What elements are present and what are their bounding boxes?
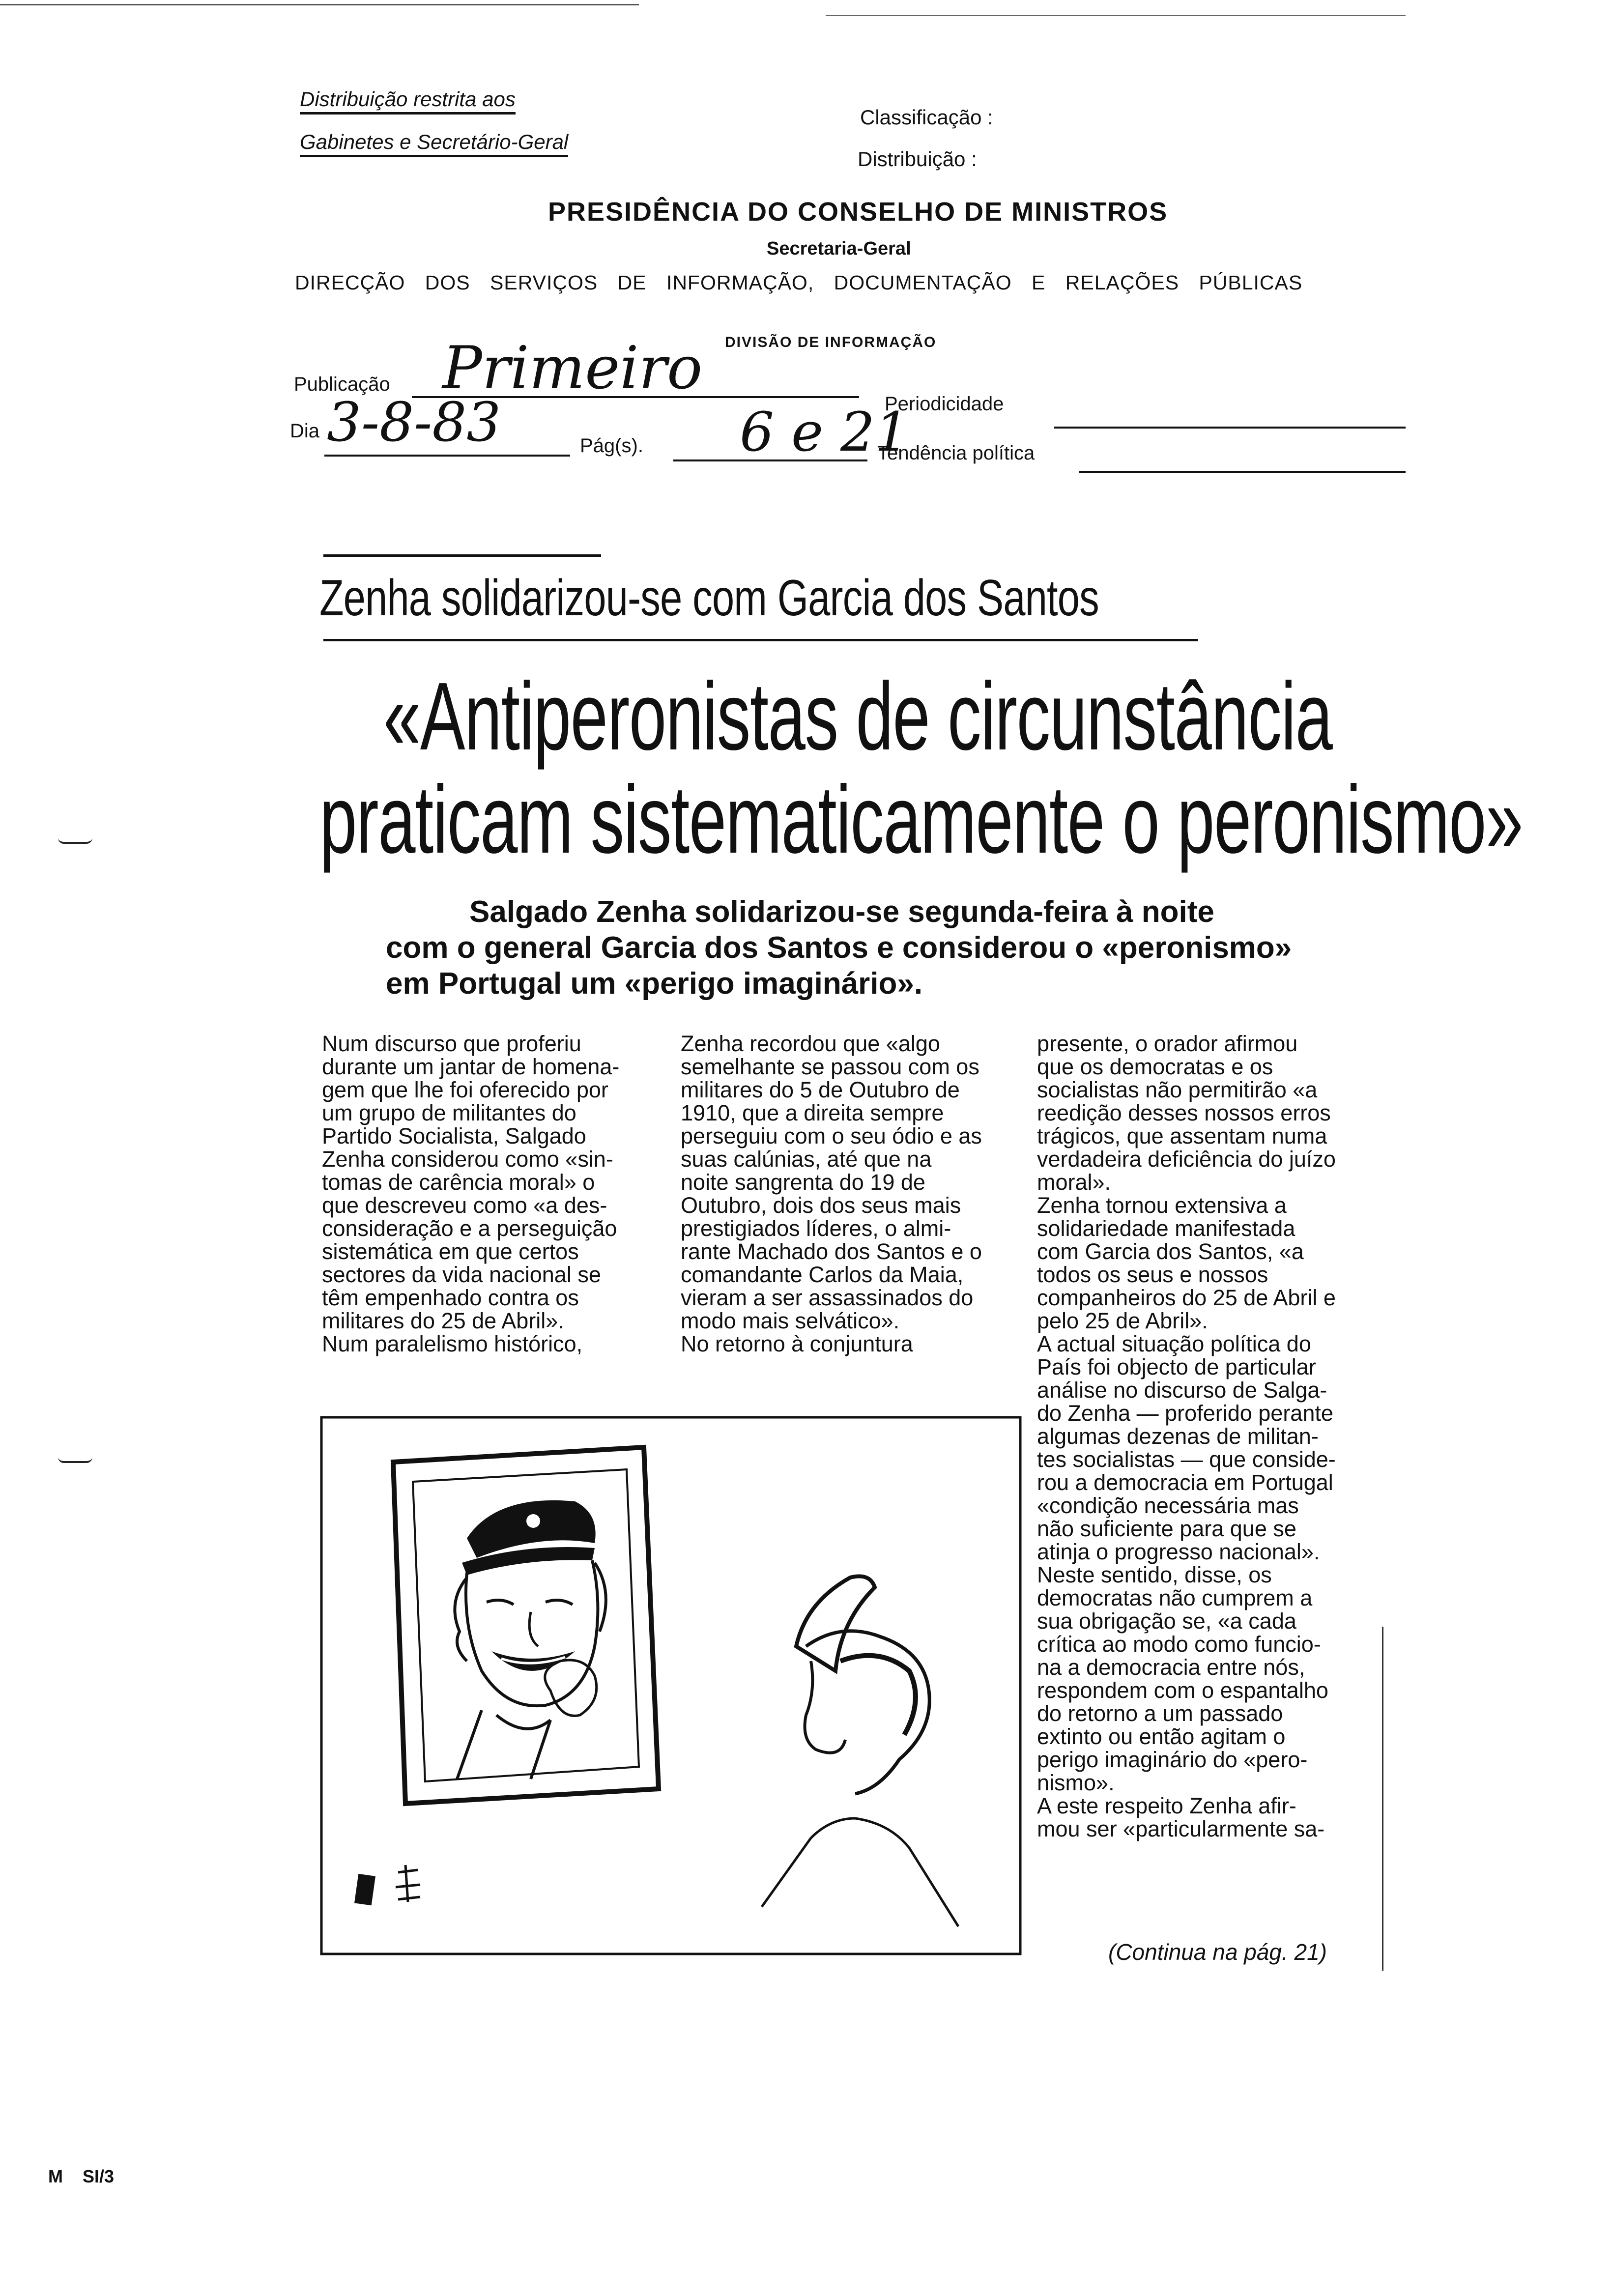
kicker-underline bbox=[323, 639, 1198, 641]
body-column-2: Zenha recordou que «algo semelhante se passou com os militares do 5 de Outubro de 1910, que a direita sempre perseguiu com o seu ódio e as suas calúnias, até que na noite sangrenta do 19 de Outubro, dois dos seus mais prestigiados líderes, o almi- rante Machado dos Santos e o comandante Carlos da Maia, vieram a ser assassinados do modo mais selvático». No retorno à conjuntura bbox=[681, 1031, 982, 1356]
cartoon-illustration bbox=[319, 1415, 1022, 1956]
publicacao-label: Publicação bbox=[294, 373, 390, 395]
pags-handwritten: 6 e 21 bbox=[740, 401, 909, 463]
scan-top-rule bbox=[0, 4, 639, 5]
pags-label: Pág(s). bbox=[580, 435, 643, 457]
footer-code: M SI/3 bbox=[48, 2166, 115, 2186]
restricted-line-2: Gabinetes e Secretário-Geral bbox=[300, 130, 568, 157]
headline-line-1: «Antiperonistas de circunstância bbox=[383, 662, 1332, 770]
column-side-rule bbox=[1382, 1627, 1383, 1971]
headline-line-2: praticam sistematicamente o peronismo» bbox=[319, 766, 1523, 873]
lede-line-2: com o general Garcia dos Santos e considerou o «peronismo» bbox=[386, 931, 1292, 965]
body-column-1: Num discurso que proferiu durante um jantar de homena- gem que lhe foi oferecido por um grupo de militantes do Partido Socialista, Salgado Zenha considerou como «sin- tomas de carência moral» o que descreveu como «a des- consideração e a perseguição sistemática em que certos sectores da vida nacional se têm empenhado contra os militares do 25 de Abril». Num paralelismo histórico, bbox=[322, 1031, 620, 1356]
periodicidade-label: Periodicidade bbox=[885, 393, 1004, 415]
dia-handwritten: 3-8-83 bbox=[327, 391, 501, 454]
classificacao-label: Classificação : bbox=[860, 106, 993, 129]
article-kicker: Zenha solidarizou-se com Garcia dos Santos bbox=[319, 570, 1099, 627]
article-top-rule bbox=[323, 554, 601, 557]
margin-mark-1 bbox=[58, 838, 92, 844]
divisao-label: DIVISÃO DE INFORMAÇÃO bbox=[725, 334, 937, 350]
restricted-line-1: Distribuição restrita aos bbox=[300, 87, 516, 115]
margin-mark-2 bbox=[58, 1457, 92, 1463]
dia-label: Dia bbox=[290, 420, 320, 442]
distribuicao-label: Distribuição : bbox=[858, 147, 977, 171]
tendencia-line bbox=[1079, 471, 1406, 473]
periodicidade-line bbox=[1054, 427, 1406, 429]
cartoon-drawing bbox=[319, 1415, 1022, 1956]
lede-line-1: Salgado Zenha solidarizou-se segunda-feira à noite bbox=[469, 895, 1214, 929]
dia-line bbox=[324, 455, 570, 457]
lede-line-3: em Portugal um «perigo imaginário». bbox=[386, 967, 923, 1001]
ministry-title: PRESIDÊNCIA DO CONSELHO DE MINISTROS bbox=[548, 197, 1168, 227]
body-column-3: presente, o orador afirmou que os democratas e os socialistas não permitirão «a reedição desses nossos erros trágicos, que assentam numa verdadeira deficiência do juízo moral». Zenha tornou extensiva a solidariedade manifestada com Garcia dos Santos, «a todos os seus e nossos companheiros do 25 de Abril e pelo 25 de Abril». A actual situação política do País foi objecto de particular análise no discurso de Salga- do Zenha — proferido perante algumas dezenas de militan- tes socialistas — que conside- rou a democracia em Portugal «condição necessária mas não suficiente para que se atinja o progresso nacional». Neste sentido, disse, os democratas não cumprem a sua obrigação se, «a cada crítica ao modo como funcio- na a democracia entre nós, respondem com o espantalho do retorno a um passado extinto ou então agitam o perigo imaginário do «pero- nismo». A este respeito Zenha afir- mou ser «particularmente sa- bbox=[1037, 1031, 1336, 1841]
secretaria-label: Secretaria-Geral bbox=[767, 238, 911, 259]
publicacao-handwritten: Primeiro bbox=[442, 334, 703, 402]
direccao-label: DIRECÇÃO DOS SERVIÇOS DE INFORMAÇÃO, DOCUMENTAÇÃO E RELAÇÕES PÚBLICAS bbox=[295, 271, 1303, 294]
tendencia-label: Tendência política bbox=[877, 442, 1035, 464]
continua-note: (Continua na pág. 21) bbox=[1108, 1939, 1327, 1965]
scan-top-rule-2 bbox=[826, 15, 1406, 16]
